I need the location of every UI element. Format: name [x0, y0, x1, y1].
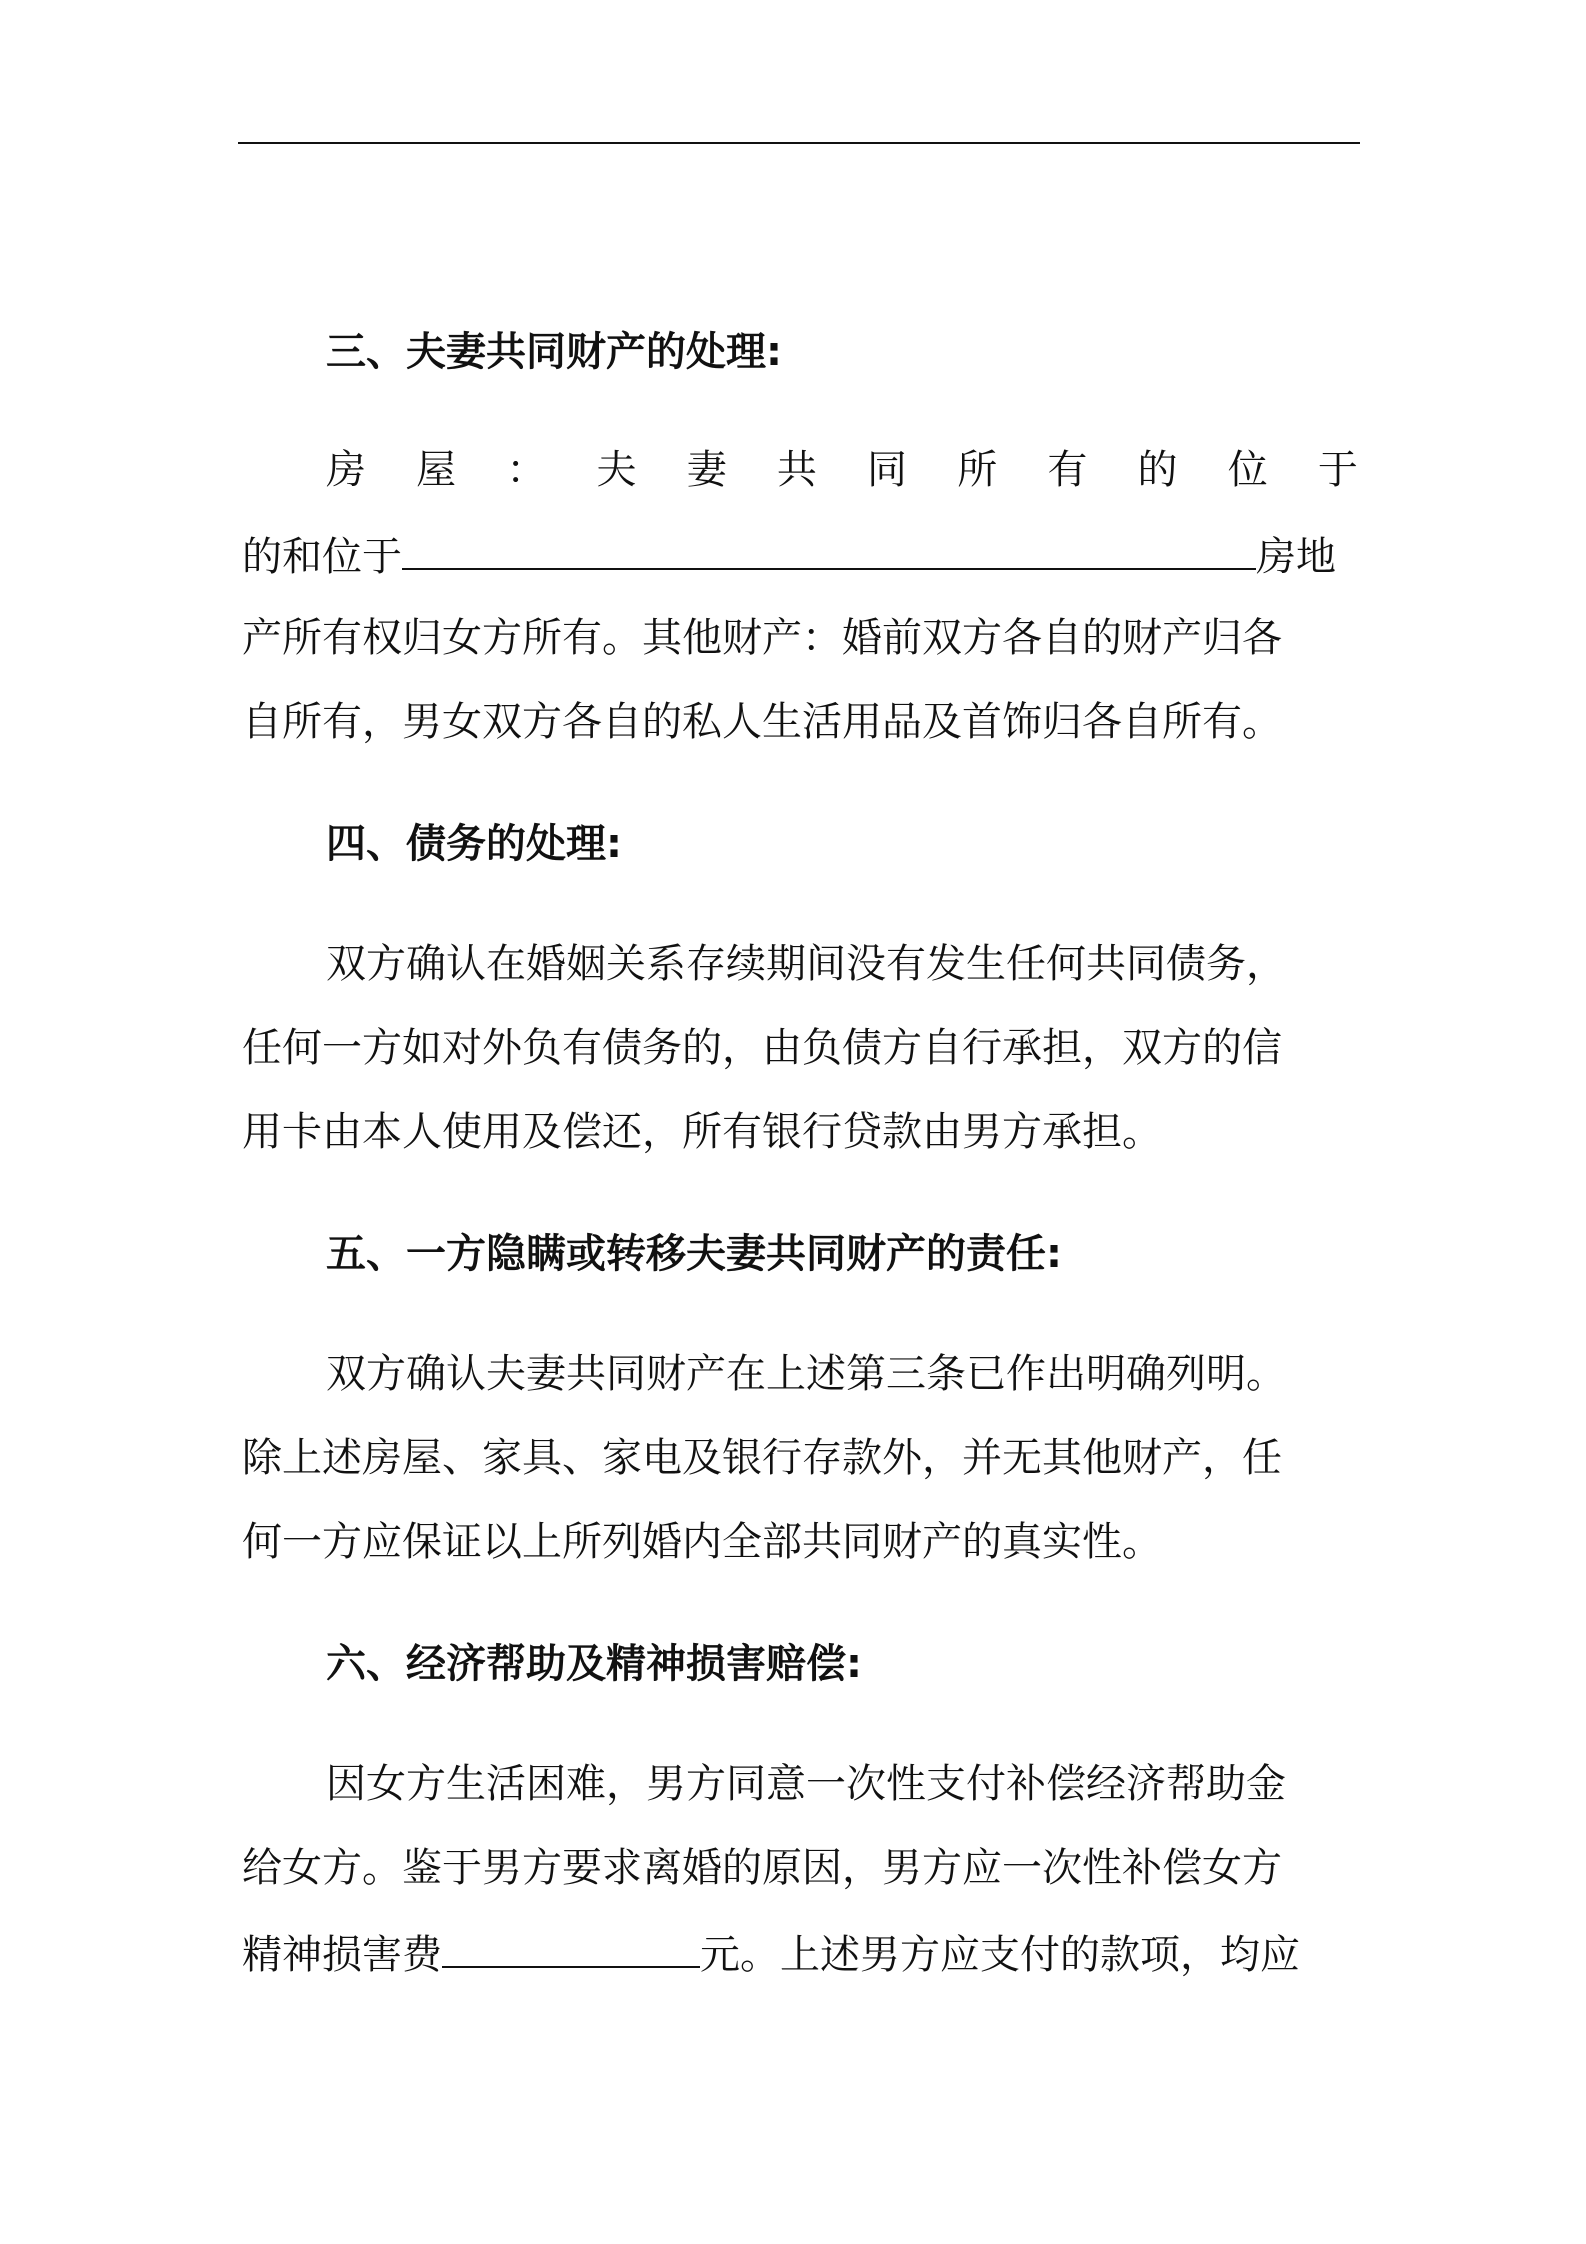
section-4-line-2: 任何一方如对外负有债务的，由负债方自行承担，双方的信	[242, 1025, 1282, 1071]
section-5-heading: 五、一方隐瞒或转移夫妻共同财产的责任:	[326, 1231, 1062, 1277]
section-5-line-1: 双方确认夫妻共同财产在上述第三条已作出明确列明。	[326, 1351, 1286, 1397]
section-6-heading: 六、经济帮助及精神损害赔偿:	[326, 1641, 862, 1687]
section-3-line-4: 自所有，男女双方各自的私人生活用品及首饰归各自所有。	[242, 699, 1282, 745]
section-3-line-2	[242, 528, 1360, 583]
line-3-suffix: 元。上述男方应支付的款项，均应	[700, 1932, 1300, 1978]
house-line-char: 所	[957, 447, 998, 493]
house-location-blank[interactable]	[402, 528, 1256, 570]
house-line-char: 有	[1047, 447, 1088, 493]
section-6-line-3	[242, 1926, 1360, 1981]
line-2-suffix: 房地	[1256, 534, 1336, 580]
header-rule	[238, 142, 1360, 144]
house-line-char: 屋	[416, 447, 457, 493]
section-4-heading: 四、债务的处理:	[326, 821, 622, 867]
house-line-char: ：	[506, 447, 547, 493]
house-line-char: 妻	[686, 447, 727, 493]
house-line-char: 于	[1317, 447, 1358, 493]
house-line-char: 的	[1137, 447, 1178, 493]
house-line-char: 同	[867, 447, 908, 493]
house-line-char: 房	[326, 447, 366, 493]
section-3-house-line	[326, 444, 1358, 496]
house-line-char: 位	[1227, 447, 1268, 493]
section-3-heading: 三、夫妻共同财产的处理:	[326, 329, 782, 375]
house-line-char: 夫	[596, 447, 637, 493]
house-line-char: 共	[776, 447, 817, 493]
section-4-line-3: 用卡由本人使用及偿还，所有银行贷款由男方承担。	[242, 1109, 1162, 1155]
section-5-line-3: 何一方应保证以上所列婚内全部共同财产的真实性。	[242, 1519, 1162, 1565]
section-6-line-1: 因女方生活困难，男方同意一次性支付补偿经济帮助金	[326, 1761, 1286, 1807]
line-2-prefix: 的和位于	[242, 534, 402, 580]
section-6-line-2: 给女方。鉴于男方要求离婚的原因，男方应一次性补偿女方	[242, 1845, 1282, 1891]
compensation-amount-blank[interactable]	[442, 1926, 700, 1968]
section-5-line-2: 除上述房屋、家具、家电及银行存款外，并无其他财产，任	[242, 1435, 1282, 1481]
section-4-line-1: 双方确认在婚姻关系存续期间没有发生任何共同债务，	[326, 941, 1286, 987]
section-3-line-3: 产所有权归女方所有。其他财产：婚前双方各自的财产归各	[242, 615, 1282, 661]
line-3-prefix: 精神损害费	[242, 1932, 442, 1978]
